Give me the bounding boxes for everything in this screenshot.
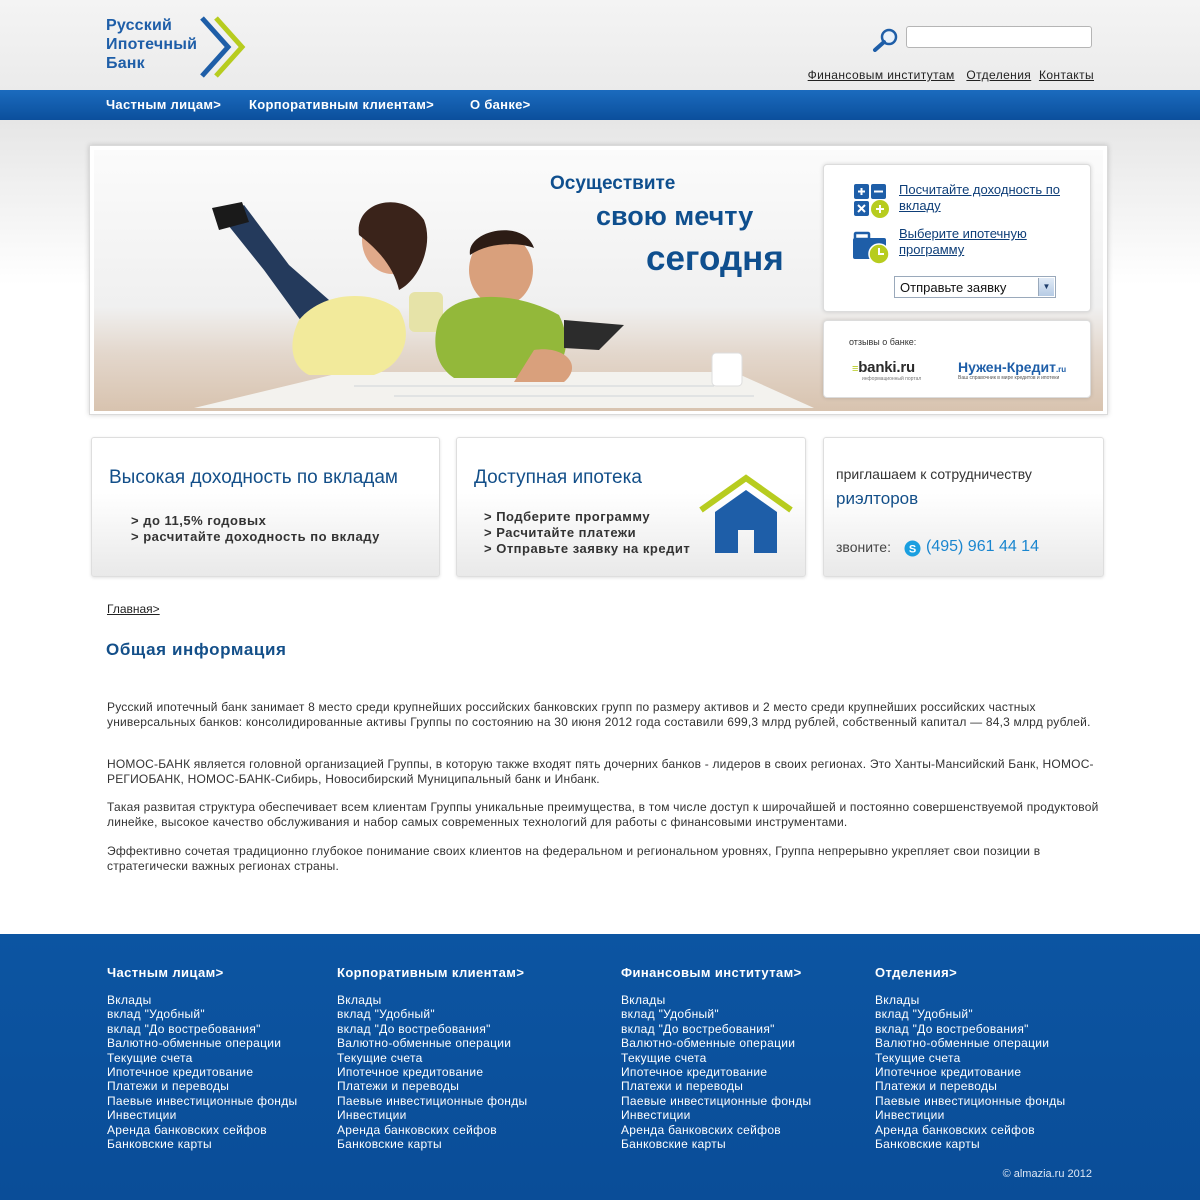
footer-link[interactable]: вклад "До востребования" (107, 1021, 261, 1036)
content-paragraph: НОМОС-БАНК является головной организацией Группы, в которую также входят пять дочерних банков - лидеров в своих регионах. Это Ханты-Мансийский Банк, НОМОС-РЕГИОБАНК, НОМОС-БАНК-Сибирь, Новосибирский Муниципальный банк и Инбанк. (107, 757, 1094, 786)
footer-column-title[interactable]: Финансовым институтам> (621, 965, 802, 980)
footer-link[interactable]: Паевые инвестиционные фонды (337, 1093, 528, 1108)
nav-item-corporate[interactable]: Корпоративным клиентам> (249, 97, 435, 112)
realtors-title: риэлторов (836, 489, 919, 508)
footer-link[interactable]: вклад "До востребования" (337, 1021, 491, 1036)
footer-link[interactable]: Ипотечное кредитование (107, 1065, 254, 1080)
footer-link[interactable]: Банковские карты (621, 1137, 726, 1152)
footer-link[interactable]: Паевые инвестиционные фонды (875, 1093, 1066, 1108)
footer-link[interactable]: Валютно-обменные операции (337, 1036, 512, 1051)
footer-link[interactable]: Платежи и переводы (621, 1079, 744, 1094)
footer-link[interactable]: Инвестиции (337, 1108, 407, 1123)
promo-deposits[interactable] (91, 437, 440, 577)
footer-link[interactable]: Инвестиции (621, 1108, 691, 1123)
slogan-line-1: Осуществите (550, 173, 676, 194)
content-paragraph: Эффективно сочетая традиционно глубокое понимание своих клиентов на федеральном и региональном уровнях, Группа непрерывно укрепляет свои позиции в стратегически важных регионах страны. (107, 844, 1041, 873)
footer-link[interactable]: Ипотечное кредитование (875, 1065, 1022, 1080)
footer-link[interactable]: Аренда банковских сейфов (337, 1122, 497, 1137)
promo-deposits-list (131, 513, 380, 545)
footer-link[interactable]: Текущие счета (621, 1050, 707, 1065)
top-links (800, 68, 1094, 82)
footer-link[interactable]: Аренда банковских сейфов (621, 1122, 781, 1137)
promo-mortgage-item[interactable]: > Подберите программу (484, 509, 651, 524)
nav-item-individuals[interactable]: Частным лицам> (106, 97, 222, 112)
content-paragraph: Такая развитая структура обеспечивает всем клиентам Группы уникальные преимущества, в том числе доступ к широчайшей и постоянно совершенствуемой продуктовой линейке, высокое качество обслуживания и набор самых современных технологий для работы с финансовыми инструментами. (107, 800, 1099, 829)
top-link-contacts[interactable]: Контакты (1038, 68, 1094, 82)
footer-column-title[interactable]: Частным лицам> (107, 965, 224, 980)
svg-text:S: S (908, 543, 917, 556)
footer-link[interactable]: Инвестиции (875, 1108, 945, 1123)
header (0, 0, 1200, 90)
footer-link[interactable]: вклад "Удобный" (621, 1007, 719, 1022)
skype-icon[interactable] (904, 540, 921, 557)
footer-link[interactable]: вклад "Удобный" (875, 1007, 973, 1022)
promo-mortgage[interactable] (456, 437, 806, 577)
logo-line-1: Русский (106, 17, 173, 34)
footer-link[interactable]: Ипотечное кредитование (621, 1065, 768, 1080)
footer-link[interactable]: Валютно-обменные операции (875, 1036, 1050, 1051)
nuzhen-kredit-logo[interactable] (958, 359, 1066, 381)
logo-line-3: Банк (106, 55, 145, 72)
footer-link[interactable]: Текущие счета (875, 1050, 961, 1065)
banki-ru-name: banki.ru (858, 359, 915, 376)
realtors-invite: приглашаем к сотрудничеству (836, 466, 1032, 482)
promo-mortgage-item[interactable]: > Отправьте заявку на кредит (484, 541, 691, 556)
promo-mortgage-item[interactable]: > Расчитайте платежи (484, 525, 637, 540)
promo-mortgage-title: Доступная ипотека (474, 467, 642, 488)
promo-mortgage-list (484, 509, 690, 557)
footer-link[interactable]: Вклады (337, 993, 382, 1007)
calculator-icon (853, 183, 889, 219)
page-title: Общая информация (106, 640, 287, 659)
main-nav (0, 90, 1200, 120)
logo-chevrons-icon (198, 16, 248, 78)
footer-link[interactable]: вклад "Удобный" (337, 1007, 435, 1022)
logo-line-2: Ипотечный (106, 36, 198, 53)
promo-deposits-item[interactable]: > до 11,5% годовых (131, 513, 267, 528)
banki-ru-tagline: информационный портал (862, 376, 922, 382)
footer-link[interactable]: Паевые инвестиционные фонды (107, 1093, 298, 1108)
footer (0, 934, 1200, 1200)
content-paragraph: Русский ипотечный банк занимает 8 место среди крупнейших российских банковских групп по размеру активов и 2 место среди крупнейших российских частных универсальных банков: консолидированные активы Группы по состоянию на 30 июня 2012 года составили 699,3 млрд рублей, собственный капитал — 84,3 млрд рублей. (107, 700, 1091, 729)
footer-link[interactable]: Валютно-обменные операции (621, 1036, 796, 1051)
promo-deposits-item[interactable]: > расчитайте доходность по вкладу (131, 529, 380, 544)
footer-link[interactable]: Вклады (107, 993, 152, 1007)
copyright: © almazia.ru 2012 (1002, 1168, 1092, 1180)
slogan-line-3: сегодня (646, 239, 784, 278)
nuzhen-kredit-suffix: .ru (1055, 365, 1067, 374)
logo[interactable] (106, 16, 266, 78)
footer-link[interactable]: Валютно-обменные операции (107, 1036, 282, 1051)
footer-link[interactable]: Платежи и переводы (875, 1079, 998, 1094)
footer-link[interactable]: Вклады (875, 993, 920, 1007)
search-icon[interactable] (872, 28, 900, 52)
footer-column-corporate (337, 965, 527, 1151)
footer-link[interactable]: Банковские карты (107, 1137, 212, 1152)
reviews-panel (823, 320, 1091, 398)
call-label: звоните: (836, 539, 891, 555)
reviews-label: отзывы о банке: (849, 337, 917, 347)
footer-link[interactable]: Аренда банковских сейфов (875, 1122, 1035, 1137)
footer-link[interactable]: Вклады (621, 993, 666, 1007)
top-link-financial-institutions[interactable]: Финансовым институтам (807, 68, 955, 82)
promo-deposits-title: Высокая доходность по вкладам (109, 467, 398, 488)
nuzhen-kredit-name: Нужен-Кредит (958, 359, 1056, 375)
application-select[interactable] (894, 276, 1056, 298)
quick-actions-panel (823, 164, 1091, 312)
footer-link[interactable]: Платежи и переводы (337, 1079, 460, 1094)
house-icon (697, 474, 795, 556)
footer-link[interactable]: Банковские карты (337, 1137, 442, 1152)
footer-link[interactable]: Платежи и переводы (107, 1079, 230, 1094)
application-select-value: Отправьте заявку (900, 280, 1007, 295)
chevron-down-icon: ▼ (1038, 278, 1054, 296)
footer-column-title[interactable]: Корпоративным клиентам> (337, 965, 525, 980)
nav-item-about[interactable]: О банке> (470, 97, 531, 112)
footer-link[interactable]: вклад "До востребования" (621, 1021, 775, 1036)
nuzhen-kredit-tagline: Ваш справочник в мире кредитов и ипотеки (958, 375, 1060, 381)
choose-mortgage-link[interactable]: Выберите ипотечную программу (899, 226, 1027, 257)
footer-column-financial-institutions (621, 965, 811, 1151)
footer-link[interactable]: Инвестиции (107, 1108, 177, 1123)
slogan-line-2: свою мечту (596, 201, 754, 231)
phone-number[interactable]: (495) 961 44 14 (926, 538, 1039, 555)
banki-ru-logo[interactable]: ≡banki.ru информационный портал (852, 359, 922, 382)
footer-link[interactable]: Банковские карты (875, 1137, 980, 1152)
briefcase-clock-icon (852, 229, 890, 265)
footer-column-individuals (107, 965, 297, 1151)
footer-link[interactable]: Паевые инвестиционные фонды (621, 1093, 812, 1108)
footer-link[interactable]: Текущие счета (107, 1050, 193, 1065)
footer-column-title[interactable]: Отделения> (875, 965, 958, 980)
footer-link[interactable]: Ипотечное кредитование (337, 1065, 484, 1080)
breadcrumb[interactable]: Главная> (107, 602, 160, 616)
footer-link[interactable]: вклад "До востребования" (875, 1021, 1029, 1036)
footer-link[interactable]: Аренда банковских сейфов (107, 1122, 267, 1137)
footer-column-branches (875, 965, 1065, 1151)
footer-link[interactable]: Текущие счета (337, 1050, 423, 1065)
search-input[interactable] (906, 26, 1092, 48)
top-link-branches[interactable]: Отделения (966, 68, 1032, 82)
calculate-deposit-link[interactable]: Посчитайте доходность по вкладу (899, 182, 1060, 213)
promo-realtors[interactable] (823, 437, 1104, 577)
footer-link[interactable]: вклад "Удобный" (107, 1007, 205, 1022)
